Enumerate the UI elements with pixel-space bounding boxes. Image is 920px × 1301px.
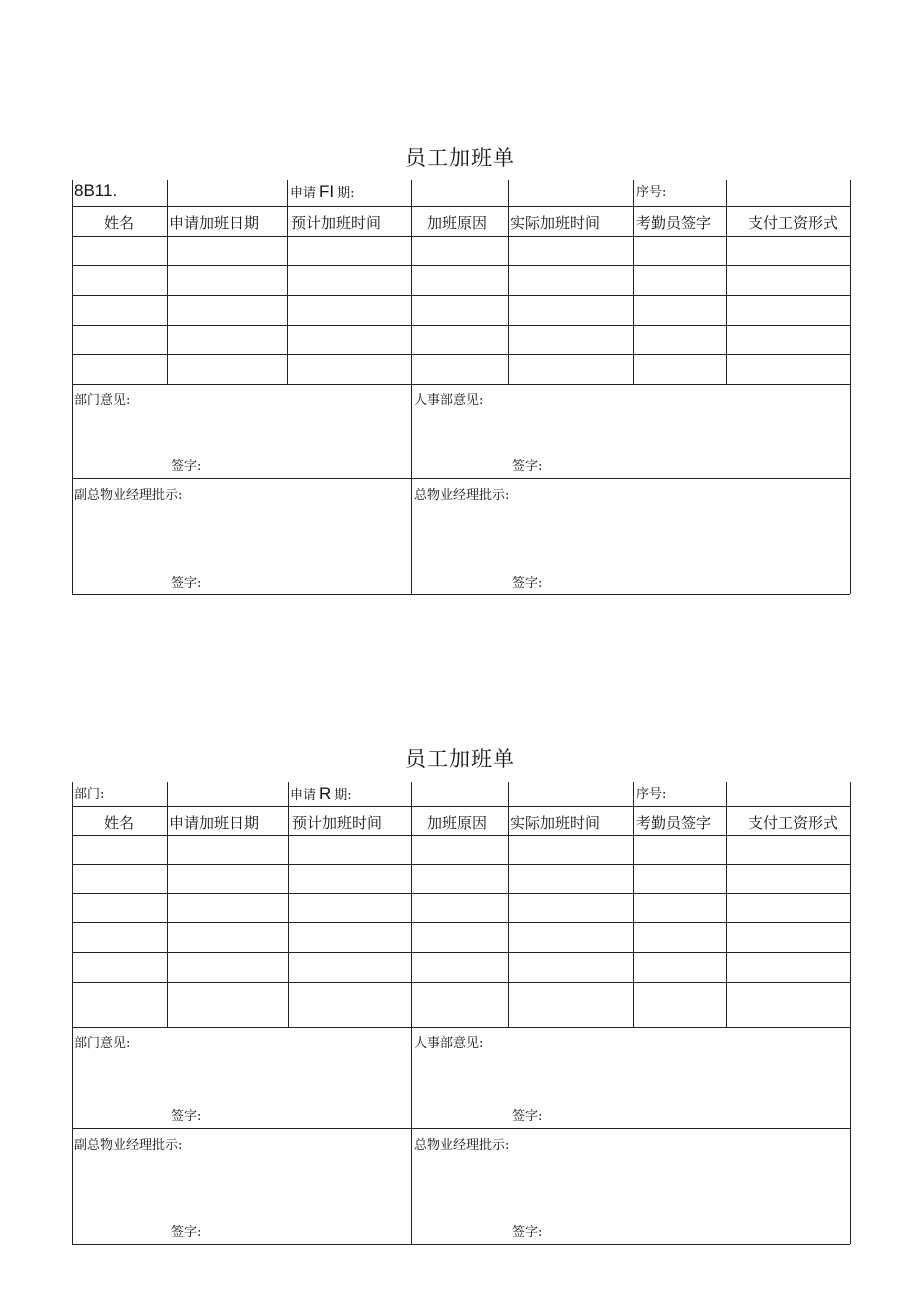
gm-sign-label: 签字:: [512, 576, 543, 591]
serial-number-label: 序号:: [636, 185, 667, 200]
dept-sign-label: 签字:: [171, 459, 202, 474]
dept-sign-label: 签字:: [171, 1109, 202, 1124]
col-header-name: 姓名: [104, 214, 135, 232]
hr-sign-label: 签字:: [512, 459, 543, 474]
vp-approval-label: 副总物业经理批示:: [74, 1138, 183, 1153]
apply-date-label: 申请 R 期:: [290, 784, 352, 803]
gm-approval-label: 总物业经理批示:: [414, 488, 510, 503]
department-label: 8B11.: [74, 181, 118, 200]
hr-sign-label: 签字:: [512, 1109, 543, 1124]
col-header-actual-time: 实际加班时间: [510, 814, 601, 832]
col-header-attendance-sign: 考勤员签字: [636, 814, 712, 832]
dept-opinion-label: 部门意见:: [74, 393, 131, 408]
form-title: 员工加班单: [405, 146, 515, 170]
hr-opinion-label: 人事部意见:: [414, 1036, 484, 1051]
col-header-expected-time: 预计加班时间: [291, 214, 382, 232]
gm-sign-label: 签字:: [512, 1225, 543, 1240]
col-header-name: 姓名: [104, 814, 135, 832]
vp-approval-label: 副总物业经理批示:: [74, 488, 183, 503]
form-title: 员工加班单: [405, 747, 515, 771]
col-header-attendance-sign: 考勤员签字: [636, 214, 712, 232]
dept-opinion-label: 部门意见:: [74, 1036, 131, 1051]
serial-number-label: 序号:: [636, 787, 667, 802]
vp-sign-label: 签字:: [171, 576, 202, 591]
col-header-payment-form: 支付工资形式: [748, 814, 839, 832]
department-label: 部门:: [74, 787, 105, 802]
apply-date-label: 申请 FI 期:: [290, 182, 355, 201]
gm-approval-label: 总物业经理批示:: [414, 1138, 510, 1153]
col-header-apply-date: 申请加班日期: [169, 814, 260, 832]
col-header-apply-date: 申请加班日期: [169, 214, 260, 232]
col-header-reason: 加班原因: [427, 814, 488, 832]
col-header-payment-form: 支付工资形式: [748, 214, 839, 232]
vp-sign-label: 签字:: [171, 1225, 202, 1240]
hr-opinion-label: 人事部意见:: [414, 393, 484, 408]
col-header-actual-time: 实际加班时间: [510, 214, 601, 232]
col-header-reason: 加班原因: [427, 214, 488, 232]
col-header-expected-time: 预计加班时间: [292, 814, 383, 832]
